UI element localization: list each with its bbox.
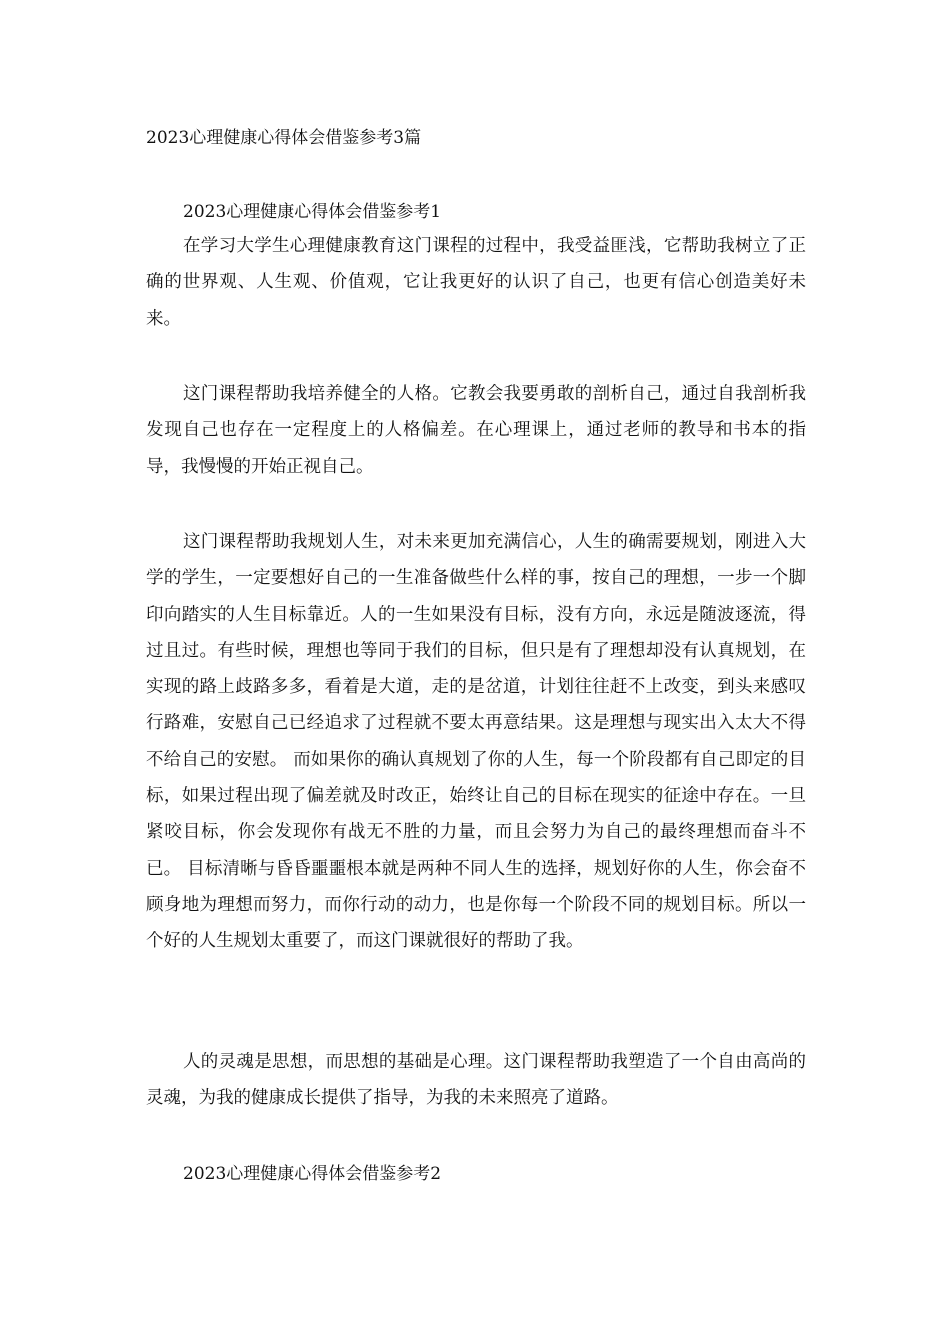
paragraph-3: 这门课程帮助我规划人生，对未来更加充满信心，人生的确需要规划，刚进入大学的学生，一定要想好自己的一生准备做些什么样的事，按自己的理想，一步一个脚印向踏实的人生目标靠近。人的一生如果没有目标，没有方向，永远是随波逐流，得过且过。有些时候，理想也等同于我们的目标，但只是有了理想却没有认真规划，在实现的路上歧路多多，看着是大道，走的是岔道，计划往往赶不上改变，到头来感叹行路难，安慰自己已经追求了过程就不要太再意结果。这是理想与现实出入太大不得不给自己的安慰。 而如果你的确认真规划了你的人生，每一个阶段都有自己即定的目标，如果过程出现了偏差就及时改正，始终让自己的目标在现实的征途中存在。一旦紧咬目标，你会发现你有战无不胜的力量，而且会努力为自己的最终理想而奋斗不已。 目标清晰与昏昏噩噩根本就是两种不同人生的选择，规划好你的人生，你会奋不顾身地为理想而努力，而你行动的动力，也是你每一个阶段不同的规划目标。所以一个好的人生规划太重要了，而这门课就很好的帮助了我。 — [146, 532, 806, 952]
paragraph-4: 人的灵魂是思想，而思想的基础是心理。这门课程帮助我塑造了一个自由高尚的灵魂，为我的健康成长提供了指导，为我的未来照亮了道路。 — [146, 1052, 806, 1109]
document-title: 2023心理健康心得体会借鉴参考3篇 — [146, 128, 422, 148]
paragraph-2: 这门课程帮助我培养健全的人格。它教会我要勇敢的剖析自己，通过自我剖析我发现自己也存在一定程度上的人格偏差。在心理课上，通过老师的教导和书本的指导，我慢慢的开始正视自己。 — [146, 384, 806, 477]
paragraph-1: 在学习大学生心理健康教育这门课程的过程中，我受益匪浅，它帮助我树立了正确的世界观、人生观、价值观，它让我更好的认识了自己，也更有信心创造美好未来。 — [146, 236, 806, 329]
section-heading-1: 2023心理健康心得体会借鉴参考1 — [183, 202, 442, 222]
section-heading-2: 2023心理健康心得体会借鉴参考2 — [183, 1164, 442, 1184]
